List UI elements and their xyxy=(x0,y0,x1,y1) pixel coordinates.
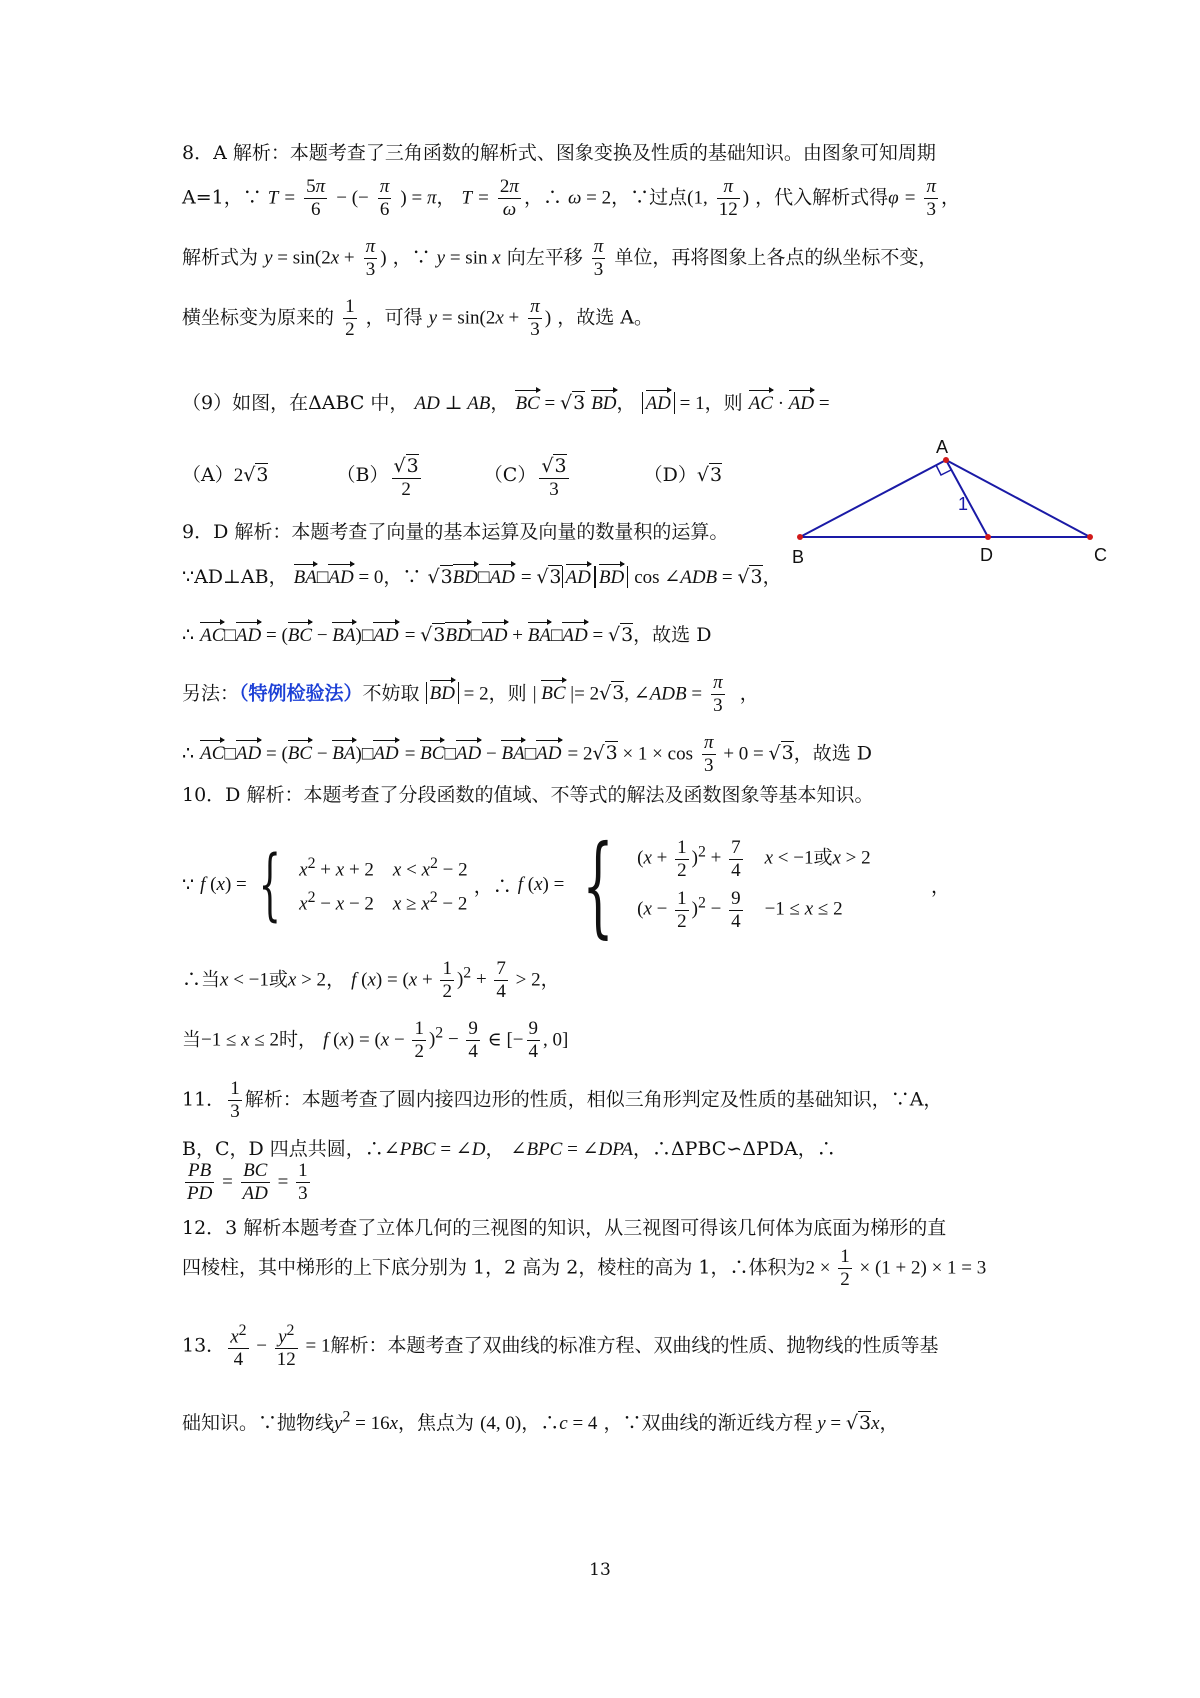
q12-line1: 12．3 解析本题考查了立体几何的三视图的知识，从三视图可得该几何体为底面为梯形的直 xyxy=(182,1217,947,1239)
q11-ratio: $\frac{PB}{PD}$ = $\frac{BC}{AD}$ = $\frac{1}{3}$ xyxy=(187,1160,308,1204)
point-a xyxy=(943,457,949,463)
q11-heading: 11． $\frac{1}{3}$ 解析：本题考查了圆内接四边形的性质，相似三角形判定及性质的基础知识，∵A， xyxy=(182,1078,943,1122)
q10-piecewise: ∵ f (x) = { $x^2 + x + 2$ $x < x^2 - 2$ $x^2 - x - 2$ $x \ge x^2 - 2$ ，∴ f (x) = { (x + $\frac{1}{2}$ )$^2$ + $\frac{7}{4}$ x < −1或x > 2 (x − $\frac{1}{2}$ )$^2$ − $\frac{9}{4}$ −1 ≤ x ≤ 2 ， xyxy=(182,821,951,949)
label-a: A xyxy=(936,437,949,457)
q10-case1: ∴当x < −1或x > 2， f (x) = (x + $\frac{1}{2}$ )$^2$ + $\frac{7}{4}$ > 2， xyxy=(182,958,560,1002)
triangle-figure xyxy=(790,435,1130,585)
special-case-method: （特例检验法） xyxy=(239,682,363,705)
q13-line1: 13． $\frac{x^2}{4}$ − $\frac{y^2}{12}$ = 1解析：本题考查了双曲线的标准方程、双曲线的性质、抛物线的性质等基 xyxy=(182,1322,939,1371)
point-d xyxy=(985,534,991,540)
side-ab xyxy=(800,460,946,537)
q8-heading: 8．A 解析：本题考查了三角函数的解析式、图象变换及性质的基础知识。由图象可知周期 xyxy=(182,142,936,164)
option-b: （B） $\frac{√3}{2}$ xyxy=(336,455,419,500)
option-c: （C） $\frac{√3}{3}$ xyxy=(483,455,567,500)
q9-solution-line4: ∴ AC□AD = (BC − BA)□AD = BC□AD − BA□AD = 2√3 × 1 × cos $\frac{\pi}{3}$ + 0 = √3，故选 D xyxy=(182,732,872,776)
option-d: （D）√3 xyxy=(643,463,723,486)
q9-options xyxy=(182,456,722,501)
q9-solution-line1: ∵AD⊥AB， BA□AD = 0，∵ √3BD□AD = √3 AD BD cos ∠ADB = √3， xyxy=(182,566,782,588)
q10-case2: 当−1 ≤ x ≤ 2时， f (x) = (x − $\frac{1}{2}$ )$^2$ − $\frac{9}{4}$ ∈ [− $\frac{9}{4}$ , 0] xyxy=(182,1018,569,1062)
q9-solution-heading: 9．D 解析：本题考查了向量的基本运算及向量的数量积的运算。 xyxy=(182,521,729,543)
q9-solution-line2: ∴ AC□AD = (BC − BA)□AD = √3BD□AD + BA□AD = √3，故选 D xyxy=(182,624,712,646)
q10-heading: 10．D 解析：本题考查了分段函数的值域、不等式的解法及函数图象等基本知识。 xyxy=(182,784,874,806)
label-length: 1 xyxy=(958,494,969,514)
option-a: （A）2√3 xyxy=(182,463,269,486)
label-d: D xyxy=(980,545,993,565)
point-c xyxy=(1087,534,1093,540)
q13-line2: 础知识。∵抛物线$y^2 = 16x$，焦点为 (4, 0)，∴c = 4 ，∵双曲线的渐近线方程 y = √3x， xyxy=(182,1408,899,1434)
point-b xyxy=(797,534,803,540)
q11-line2: B，C，D 四点共圆，∴∠PBC = ∠D， ∠BPC = ∠DPA，∴ΔPBC∽ΔPDA，∴ xyxy=(182,1138,836,1160)
page-number: 13 xyxy=(589,1560,611,1580)
q12-line2: 四棱柱，其中梯形的上下底分别为 1，2 高为 2，棱柱的高为 1，∴体积为2 × $\frac{1}{2}$ × (1 + 2) × 1 = 3 xyxy=(182,1246,987,1290)
label-c: C xyxy=(1094,545,1107,565)
q8-line2: A=1，∵ T = $\frac{5\pi}{6}$ − (− $\frac{\pi}{6}$ ) = π， T = $\frac{2\pi}{\omega}$ ，∴ ω = 2，∵过点(1, $\frac{\pi}{12}$ ) ，代入解析式得φ = $\frac{\pi}{3}$ ， xyxy=(182,176,961,220)
q9-stem: （9）如图，在ΔABC 中， AD ⊥ AB， BC = √3 BD， AD = 1，则 AC · AD = xyxy=(182,392,830,414)
q8-line3: 解析式为 y = sin(2x + $\frac{\pi}{3}$ ) ，∵ y = sin x 向左平移 $\frac{\pi}{3}$ 单位，再将图象上各点的纵坐标不变， xyxy=(182,236,938,280)
label-b: B xyxy=(792,547,805,567)
q8-line4: 横坐标变为原来的 $\frac{1}{2}$ ，可得 y = sin(2x + $\frac{\pi}{3}$ ) ，故选 A。 xyxy=(182,296,653,340)
q9-alternative: 另法：（特例检验法）不妨取 BD = 2，则 | BC |= 2√3, ∠ADB = $\frac{\pi}{3}$ ， xyxy=(182,672,759,716)
